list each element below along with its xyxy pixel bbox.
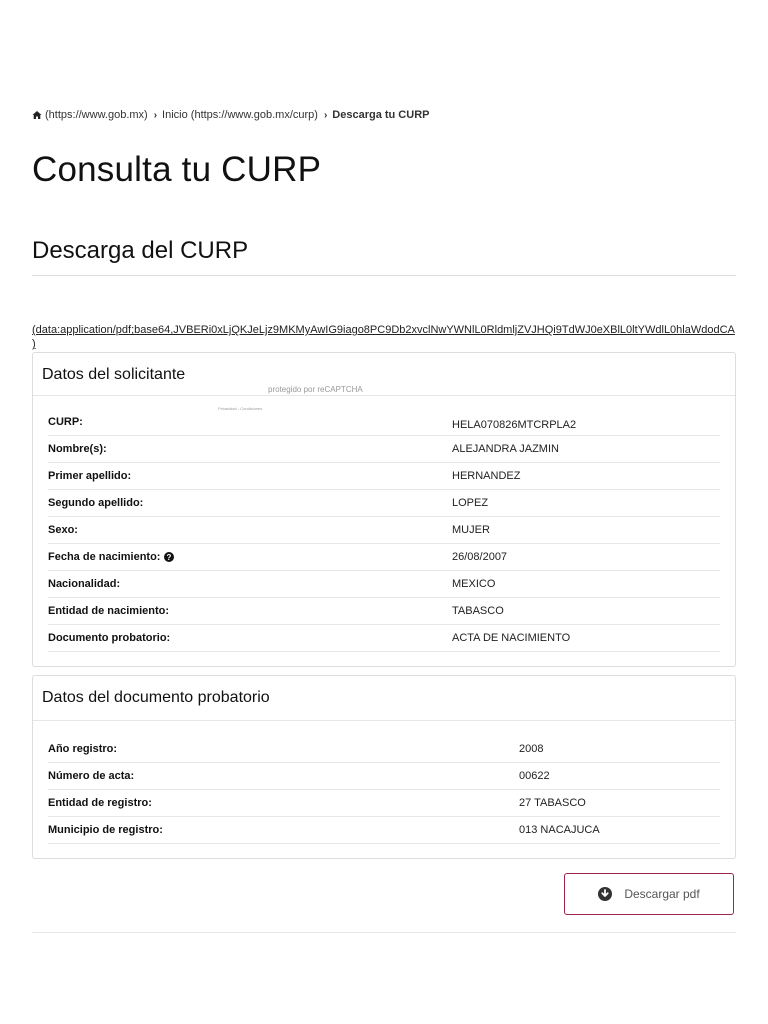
recaptcha-links[interactable]: Privacidad - Condiciones [218, 406, 263, 411]
breadcrumb [32, 109, 429, 121]
row-label: Primer apellido: [48, 470, 132, 482]
row-label: Entidad de nacimiento: [48, 605, 170, 617]
table-row [48, 544, 720, 571]
download-circle-icon [598, 887, 612, 901]
row-label: Nacionalidad: [48, 578, 121, 590]
probatorio-panel [32, 675, 736, 859]
row-label: Sexo: [48, 524, 78, 536]
table-row [48, 736, 720, 763]
row-value: HERNANDEZ [452, 470, 521, 482]
recaptcha-label: protegido por reCAPTCHA [268, 385, 363, 394]
download-pdf-button[interactable] [564, 873, 734, 915]
row-label: Nombre(s): [48, 443, 107, 455]
table-row [48, 409, 720, 436]
page-title: Consulta tu CURP [32, 150, 322, 189]
row-value: MEXICO [452, 578, 496, 590]
solicitante-heading: Datos del solicitante [33, 353, 735, 396]
bottom-divider [32, 932, 736, 933]
pdf-data-link[interactable]: (data:application/pdf;base64,JVBERi0xLjQKJeLjz9MKMyAwIG9iago8PC9Db2xvclNwYWNlL0RldmljZVJHQi9TdWJ0eXBlL0ltYWdlL0hlaWdodCA [32, 324, 735, 336]
section-title: Descarga del CURP [32, 237, 249, 264]
row-label: Entidad de registro: [48, 797, 152, 809]
row-value: 00622 [519, 770, 550, 782]
row-value: 27 TABASCO [519, 797, 586, 809]
table-row [48, 436, 720, 463]
table-row [48, 463, 720, 490]
row-value: HELA070826MTCRPLA2 [452, 418, 577, 431]
chevron-right-icon: › [323, 109, 328, 121]
row-value: TABASCO [452, 605, 504, 617]
table-row [48, 517, 720, 544]
probatorio-heading: Datos del documento probatorio [33, 676, 735, 721]
svg-text:?: ? [167, 553, 172, 562]
row-value: 013 NACAJUCA [519, 824, 600, 836]
home-icon[interactable] [32, 110, 42, 120]
row-label: Segundo apellido: [48, 497, 144, 509]
chevron-right-icon: › [153, 109, 158, 121]
row-label: Documento probatorio: [48, 632, 171, 644]
table-row [48, 598, 720, 625]
row-label [48, 551, 452, 563]
pdf-data-link-close[interactable]: ) [32, 338, 36, 350]
row-label: Número de acta: [48, 770, 135, 782]
row-value: 26/08/2007 [452, 551, 508, 563]
breadcrumb-inicio-link[interactable]: Inicio (https://www.gob.mx/curp) [162, 109, 318, 121]
table-row [48, 763, 720, 790]
row-value: LOPEZ [452, 497, 489, 509]
question-circle-icon[interactable] [164, 552, 174, 562]
table-row [48, 790, 720, 817]
breadcrumb-home-link[interactable]: (https://www.gob.mx) [45, 109, 148, 121]
row-value: ALEJANDRA JAZMIN [452, 443, 559, 455]
row-value: MUJER [452, 524, 490, 536]
row-label: Municipio de registro: [48, 824, 163, 836]
table-row [48, 571, 720, 598]
breadcrumb-current: Descarga tu CURP [332, 109, 430, 121]
section-divider [32, 275, 736, 276]
download-pdf-label: Descargar pdf [624, 887, 700, 901]
row-label: Año registro: [48, 743, 118, 755]
row-value: ACTA DE NACIMIENTO [452, 632, 571, 644]
table-row [48, 625, 720, 652]
row-label-text: Fecha de nacimiento: [48, 551, 161, 563]
row-label: CURP: [48, 416, 83, 428]
solicitante-panel [32, 352, 736, 667]
table-row [48, 817, 720, 844]
table-row [48, 490, 720, 517]
row-value: 2008 [519, 743, 544, 755]
